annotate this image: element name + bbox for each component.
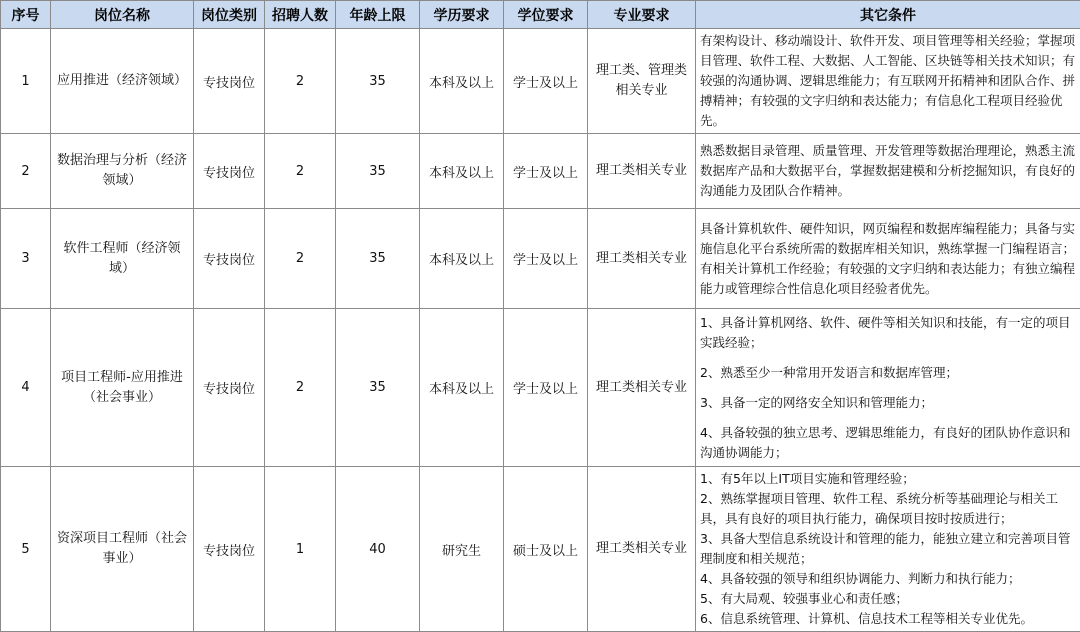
cell-name: 项目工程师-应用推进（社会事业） <box>51 309 194 467</box>
cell-no: 3 <box>1 209 51 309</box>
condition-item: 1、具备计算机网络、软件、硬件等相关知识和技能，有一定的项目实践经验； <box>700 313 1076 353</box>
table-row <box>1 467 1080 632</box>
cell-other <box>696 134 1080 209</box>
cell-degree: 学士及以上 <box>504 309 588 467</box>
cell-education: 本科及以上 <box>420 134 504 209</box>
condition-item: 1、有5年以上IT项目实施和管理经验； <box>700 469 1076 489</box>
cell-education: 本科及以上 <box>420 29 504 134</box>
header-major: 专业要求 <box>588 1 696 29</box>
cell-education: 本科及以上 <box>420 309 504 467</box>
table-row <box>1 29 1080 134</box>
cell-count: 2 <box>265 209 336 309</box>
cell-count: 2 <box>265 29 336 134</box>
header-category: 岗位类别 <box>194 1 265 29</box>
condition-item: 4、具备较强的独立思考、逻辑思维能力，有良好的团队协作意识和沟通协调能力； <box>700 423 1076 463</box>
table-row <box>1 209 1080 309</box>
condition-text: 具备计算机软件、硬件知识，网页编程和数据库编程能力；具备与实施信息化平台系统所需的数据库相关知识，熟练掌握一门编程语言；有相关计算机工作经验；有较强的文字归纳和表达能力；有独立编程能力或管理综合性信息化项目经验者优先。 <box>700 219 1076 299</box>
cell-name: 软件工程师（经济领域） <box>51 209 194 309</box>
cell-count: 1 <box>265 467 336 632</box>
condition-item: 5、有大局观、较强事业心和责任感； <box>700 589 1076 609</box>
cell-other <box>696 309 1080 467</box>
condition-item: 3、具备一定的网络安全知识和管理能力； <box>700 393 1076 413</box>
cell-name: 数据治理与分析（经济领域） <box>51 134 194 209</box>
header-other: 其它条件 <box>696 1 1080 29</box>
cell-age: 35 <box>336 209 420 309</box>
condition-item: 6、信息系统管理、计算机、信息技术工程等相关专业优先。 <box>700 609 1076 629</box>
cell-count: 2 <box>265 134 336 209</box>
cell-age: 35 <box>336 29 420 134</box>
cell-no: 2 <box>1 134 51 209</box>
cell-degree: 学士及以上 <box>504 209 588 309</box>
cell-count: 2 <box>265 309 336 467</box>
cell-age: 35 <box>336 134 420 209</box>
cell-name: 应用推进（经济领域） <box>51 29 194 134</box>
header-row <box>1 1 1080 29</box>
header-name: 岗位名称 <box>51 1 194 29</box>
table-row <box>1 134 1080 209</box>
condition-item: 2、熟练掌握项目管理、软件工程、系统分析等基础理论与相关工具，具有良好的项目执行能力，确保项目按时按质进行； <box>700 489 1076 529</box>
cell-name: 资深项目工程师（社会事业） <box>51 467 194 632</box>
header-age: 年龄上限 <box>336 1 420 29</box>
condition-text: 有架构设计、移动端设计、软件开发、项目管理等相关经验；掌握项目管理、软件工程、大数据、人工智能、区块链等相关技术知识；有较强的沟通协调、逻辑思维能力；有互联网开拓精神和团队合作、拼搏精神；有较强的文字归纳和表达能力；有信息化工程项目经验优先。 <box>700 31 1076 131</box>
condition-item: 4、具备较强的领导和组织协调能力、判断力和执行能力； <box>700 569 1076 589</box>
cell-other <box>696 209 1080 309</box>
cell-education: 研究生 <box>420 467 504 632</box>
cell-category: 专技岗位 <box>194 134 265 209</box>
cell-degree: 学士及以上 <box>504 134 588 209</box>
header-no: 序号 <box>1 1 51 29</box>
cell-no: 4 <box>1 309 51 467</box>
cell-category: 专技岗位 <box>194 467 265 632</box>
table-row <box>1 309 1080 467</box>
condition-item: 3、具备大型信息系统设计和管理的能力，能独立建立和完善项目管理制度和相关规范； <box>700 529 1076 569</box>
cell-category: 专技岗位 <box>194 209 265 309</box>
cell-age: 35 <box>336 309 420 467</box>
cell-age: 40 <box>336 467 420 632</box>
cell-education: 本科及以上 <box>420 209 504 309</box>
cell-degree: 硕士及以上 <box>504 467 588 632</box>
cell-category: 专技岗位 <box>194 29 265 134</box>
cell-major: 理工类、管理类相关专业 <box>588 29 696 134</box>
header-education: 学历要求 <box>420 1 504 29</box>
cell-category: 专技岗位 <box>194 309 265 467</box>
cell-major: 理工类相关专业 <box>588 309 696 467</box>
cell-no: 1 <box>1 29 51 134</box>
cell-other <box>696 29 1080 134</box>
header-degree: 学位要求 <box>504 1 588 29</box>
cell-degree: 学士及以上 <box>504 29 588 134</box>
condition-item: 2、熟悉至少一种常用开发语言和数据库管理； <box>700 363 1076 383</box>
cell-other <box>696 467 1080 632</box>
header-count: 招聘人数 <box>265 1 336 29</box>
condition-text: 熟悉数据目录管理、质量管理、开发管理等数据治理理论，熟悉主流数据库产品和大数据平台，掌握数据建模和分析挖掘知识，有良好的沟通能力及团队合作精神。 <box>700 141 1076 201</box>
cell-major: 理工类相关专业 <box>588 209 696 309</box>
cell-major: 理工类相关专业 <box>588 134 696 209</box>
cell-no: 5 <box>1 467 51 632</box>
cell-major: 理工类相关专业 <box>588 467 696 632</box>
